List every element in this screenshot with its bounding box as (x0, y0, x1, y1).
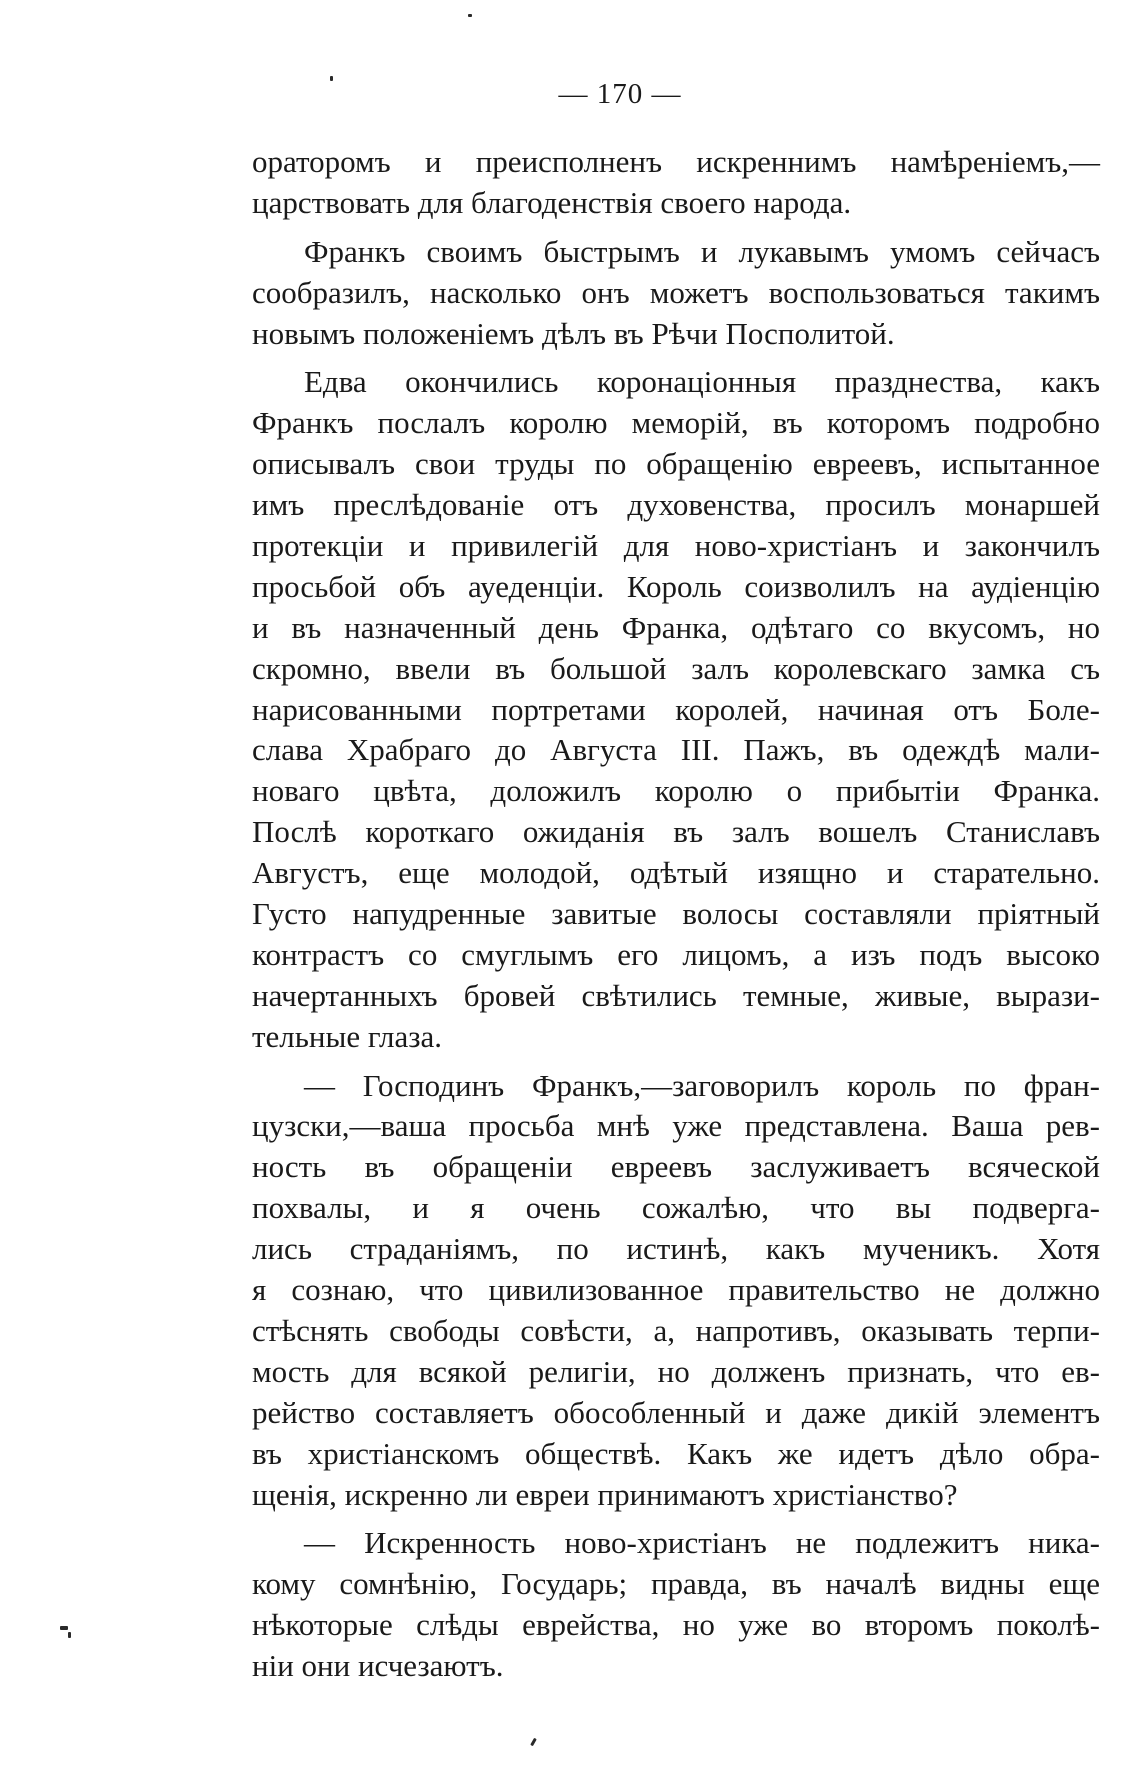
text-line: ность въ обращеніи евреевъ заслуживаетъ всяческой (252, 1149, 1100, 1185)
scan-speck (68, 1632, 71, 1638)
scan-speck (530, 1738, 537, 1746)
text-line: описывалъ свои труды по обращенію евреевъ, испытанное (252, 446, 1100, 482)
text-line: царствовать для благоденствія своего народа. (252, 184, 852, 220)
text-line: имъ преслѣдованіе отъ духовенства, просилъ монаршей (252, 487, 1100, 523)
paragraph (252, 362, 1100, 1057)
text-line: — Господинъ Франкъ,—заговорилъ король по фран- (304, 1067, 1100, 1103)
scan-speck (60, 1626, 68, 1630)
text-line: кому сомнѣнію, Государь; правда, въ началѣ видны еще (252, 1566, 1100, 1602)
text-line: ніи они исчезаютъ. (252, 1648, 504, 1684)
text-line: нѣкоторые слѣды еврейства, но уже во второмъ поколѣ- (252, 1607, 1100, 1643)
page-body (252, 142, 1100, 1687)
text-line: Августъ, еще молодой, одѣтый изящно и старательно. (252, 855, 1100, 891)
scan-speck (468, 14, 472, 17)
text-line: Франкъ своимъ быстрымъ и лукавымъ умомъ сейчасъ (304, 233, 1100, 269)
text-line: протекціи и привилегій для ново-христіанъ и закончилъ (252, 528, 1100, 564)
text-line: и въ назначенный день Франка, одѣтаго со вкусомъ, но (252, 609, 1100, 645)
paragraph (252, 142, 1100, 224)
text-line: рейство составляетъ обособленный и даже дикій элементъ (252, 1394, 1100, 1430)
paragraph (252, 1523, 1100, 1687)
text-line: просьбой объ ауеденціи. Король соизволилъ на аудіенцію (252, 568, 1100, 604)
text-line: щенія, искренно ли евреи принимаютъ христіанство? (252, 1476, 958, 1512)
text-line: сообразилъ, насколько онъ можетъ воспользоваться такимъ (252, 274, 1100, 310)
text-line: тельные глаза. (252, 1018, 442, 1054)
text-line: Едва окончились коронаціонныя празднества, какъ (304, 364, 1100, 400)
text-line: — Искренность ново-христіанъ не подлежитъ ника- (304, 1525, 1100, 1561)
text-line: скромно, ввели въ большой залъ королевскаго замка съ (252, 650, 1100, 686)
scan-speck (330, 76, 333, 81)
page-number: — 170 — (558, 78, 682, 110)
text-line: нарисованными портретами королей, начиная отъ Боле- (252, 691, 1100, 727)
text-line: новаго цвѣта, доложилъ королю о прибытіи Франка. (252, 773, 1100, 809)
paragraph (252, 1066, 1100, 1516)
text-line: начертанныхъ бровей свѣтились темные, живые, вырази- (252, 977, 1100, 1013)
text-line: лись страданіямъ, по истинѣ, какъ мученикъ. Хотя (252, 1231, 1100, 1267)
text-line: Франкъ послалъ королю меморій, въ которомъ подробно (252, 405, 1100, 441)
text-line: слава Храбраго до Августа III. Пажъ, въ одеждѣ мали- (252, 732, 1100, 768)
text-line: мость для всякой религіи, но долженъ признать, что ев- (252, 1353, 1100, 1389)
text-line: стѣснять свободы совѣсти, а, напротивъ, оказывать терпи- (252, 1312, 1100, 1348)
text-line: похвалы, и я очень сожалѣю, что вы подверга- (252, 1190, 1100, 1226)
text-line: ораторомъ и преисполненъ искреннимъ намѣреніемъ,— (252, 144, 1100, 179)
text-line: контрастъ со смуглымъ его лицомъ, а изъ подъ высоко (252, 936, 1100, 972)
text-line: цузски,—ваша просьба мнѣ уже представлена. Ваша рев- (252, 1108, 1100, 1144)
text-line: Густо напудренные завитые волосы составляли пріятный (252, 896, 1100, 932)
text-line: въ христіанскомъ обществѣ. Какъ же идетъ дѣло обра- (252, 1435, 1100, 1471)
text-line: новымъ положеніемъ дѣлъ въ Рѣчи Посполитой. (252, 315, 895, 351)
text-line: Послѣ короткаго ожиданія въ залъ вошелъ Станиславъ (252, 814, 1100, 850)
paragraph (252, 232, 1100, 355)
text-line: я сознаю, что цивилизованное правительство не должно (252, 1272, 1100, 1308)
